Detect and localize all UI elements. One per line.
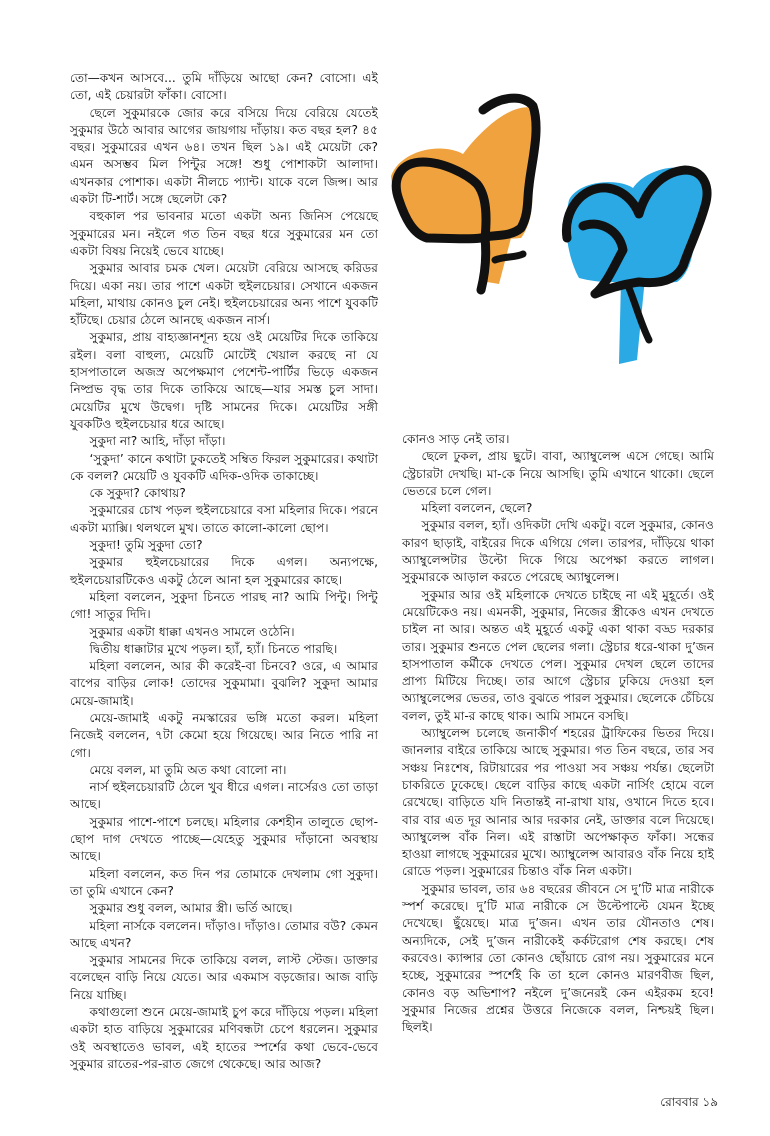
blue-figure bbox=[566, 167, 707, 364]
paragraph: সুকুদা! তুমি সুকুদা তো? bbox=[89, 538, 203, 553]
paragraph: সুকুমার একটা ধাক্কা এখনও সামলে ওঠেনি। bbox=[89, 624, 295, 639]
text-column-right bbox=[402, 431, 714, 1036]
paragraph: কে সুকুদা? কোথায়? bbox=[89, 486, 186, 501]
paragraph: ছেলে ঢুকল, প্রায় ছুটে। বাবা, অ্যাম্বুলেন্স এসে গেছে। আমি স্ট্রেচারটা দেখছি। মা-কে নিয়ে আসছি। তুমি এখানে থাকো। ছেলে ভেতরে চলে গেল। bbox=[402, 449, 714, 498]
paragraph: মহিলা বললেন, সুকুদা চিনতে পারছ না? আমি পিন্টু। পিন্টু গো! সাতুর দিদি। bbox=[70, 589, 378, 622]
paragraph: সুকুদা না? আহি, দাঁড়া দাঁড়া। bbox=[89, 434, 226, 449]
paragraph: মহিলা নার্সকে বললেন। দাঁড়াও। দাঁড়াও। তোমার বউ? কেমন আছে এখন? bbox=[70, 918, 378, 950]
paragraph: মহিলা বললেন, আর কী করেই-বা চিনবে? ওরে, এ আমার বাপের বাড়ির লোক! তোদের সুকুমামা। বুঝলি? সুকুদা আমার মেয়ে-জামাই। bbox=[70, 659, 378, 708]
paragraph: সুকুমার ভাবল, তার ৬৪ বছরের জীবনে সে দু’টি মাত্র নারীকে স্পর্শ করেছে। দু’টি মাত্র নারীকে সে উল্টেপাল্টে যেমন ইচ্ছে দেখেছে। ছুঁয়েছে। মাত্র দু’জন। এখন তার যৌনতাও শেষ। অন্যদিকে, সেই দু’জন নারীকেই কর্কটরোগ শেষ করছে। শেষ করবেও। ক্যান্সার তো কোনও ছোঁয়াচে রোগ নয়। সুকুমারের মনে হচ্ছে, সুকুমারের স্পর্শেই কি তা হলে কোনও মারণবীজ ছিল, কোনও বড় অভিশাপ? নইলে দু’জনেরই কেন এইরকম হবে! সুকুমার নিজের প্রশ্নের উত্তরে নিজেকে বলল, নিশ্চয়ই ছিল। ছিলই। bbox=[402, 881, 714, 1035]
paragraph: সুকুমার, প্রায় বাহ্যজ্ঞানশূন্য হয়ে ওই মেয়েটির দিকে তাকিয়ে রইল। বলা বাহুল্য, মেয়েটি মোটেই খেয়াল করছে না যে হাসপাতালে অজস্র অপেক্ষমাণ পেশেন্ট-পার্টির ভিড়ে একজন নিষ্প্রভ বৃদ্ধ তার দিকে তাকিয়ে আছে—যার সমস্ত চুল সাদা। মেয়েটির মুখে উদ্বেগ। দৃষ্টি সামনের দিকে। মেয়েটির সঙ্গী যুবকটিও হুইলচেয়ার ধরে আছে। bbox=[70, 330, 378, 431]
paragraph: কোনও সাড় নেই তার। bbox=[402, 432, 510, 446]
paragraph: তো—কখন আসবে... তুমি দাঁড়িয়ে আছো কেন? বোসো। এই তো, এই চেয়ারটা ফাঁকা। বোসো। bbox=[70, 71, 378, 103]
paragraph: সুকুমার আবার চমক খেল। মেয়েটা বেরিয়ে আসছে করিডর দিয়ে। একা নয়। তার পাশে একটা হুইলচেয়ার। সেখানে একজন মহিলা, মাথায় কোনও চুল নেই। হুইলচেয়ারের অন্য পাশে যুবকটি হাঁটছে। চেয়ার ঠেলে আনছে একজন নার্স। bbox=[70, 261, 378, 328]
paragraph: সুকুমারের চোখ পড়ল হুইলচেয়ারে বসা মহিলার দিকে। পরনে একটা ম্যাক্সি। থলথলে মুখ। তাতে কালো-কালো ছোপ। bbox=[70, 503, 378, 535]
paragraph: মহিলা বললেন, কত দিন পর তোমাকে দেখলাম গো সুকুদা। তা তুমি এখানে কেন? bbox=[70, 866, 378, 898]
paragraph: মেয়ে-জামাই একটু নমস্কারের ভঙ্গি মতো করল। মহিলা নিজেই বললেন, ৭টা কেমো হয়ে গিয়েছে। আর নিতে পারি না গো। bbox=[70, 710, 378, 760]
paragraph: সুকুমার আর ওই মহিলাকে দেখতে চাইছে না এই মুহূর্তে। ওই মেয়েটিকেও নয়। এমনকী, সুকুমার, নিজের স্ত্রীকেও এখন দেখতে চাইল না আর। অন্তত এই মুহূর্তে একটু একা থাকা বড্ড দরকার তার। সুকুমার শুনতে পেল ছেলের গলা। স্ট্রেচার ধরে-থাকা দু’জন হাসপাতাল কর্মীকে দেখতে পেল। সুকুমার দেখল ছেলে তাদের প্রাপ্য মিটিয়ে দিচ্ছে। তার আগে স্ট্রেচার ঢুকিয়ে দেওয়া হল অ্যাম্বুলেন্সের ভেতর, তাও বুঝতে পারল সুকুমার। ছেলেকে চেঁচিয়ে বলল, তুই মা-র কাছে থাক। আমি সামনে বসছি। bbox=[402, 587, 714, 723]
paragraph: কথাগুলো শুনে মেয়ে-জামাই চুপ করে দাঁড়িয়ে পড়ল। মহিলা একটা হাত বাড়িয়ে সুকুমারের মণিবন্ধটা চেপে ধরলেন। সুকুমার ওই অবস্থাতেও ভাবল, এই হাতের স্পর্শের কথা ভেবে-ভেবে সুকুমার রাতের-পর-রাত জেগে থেকেছে। আর আজ? bbox=[70, 1005, 378, 1071]
paragraph: অ্যাম্বুলেন্স চলেছে জনাকীর্ণ শহরের ট্রাফিকের ভিতর দিয়ে। জানলার বাইরে তাকিয়ে আছে সুকুমার। গত তিন বছরে, তার সব সঞ্চয় নিঃশেষ, রিটায়ারের পর পাওয়া সব সঞ্চয় পর্যন্ত। ছেলেটা চাকরিতে ঢুকেছে। ছেলে বাড়ির কাছে একটা নার্সিং হোমে বলে রেখেছে। বাড়িতে যদি নিতান্তই না-রাখা যায়, ওখানে দিতে হবে। বার বার এত দূর আনার আর দরকার নেই, ডাক্তার বলে দিয়েছে। অ্যাম্বুলেন্স বাঁক নিল। এই রাস্তাটা অপেক্ষাকৃত ফাঁকা। সন্ধের হাওয়া লাগছে সুকুমারের মুখে। অ্যাম্বুলেন্স আবারও বাঁক নিয়ে হাই রোডে পড়ল। সুকুমারের চিন্তাও বাঁক নিল একটা। bbox=[402, 726, 714, 879]
paragraph: ‘সুকুদা’ কানে কথাটা ঢুকতেই সম্বিত ফিরল সুকুমারের। কথাটা কে বলল? মেয়েটি ও যুবকটি এদিক-ওদিক তাকাচ্ছে। bbox=[70, 451, 378, 483]
paragraph: মহিলা বললেন, ছেলে? bbox=[421, 501, 533, 516]
paragraph: দ্বিতীয় ধাক্কাটার মুখে পড়ল। হ্যাঁ, হ্যাঁ। চিনতে পারছি। bbox=[89, 641, 338, 656]
paragraph: সুকুমার হুইলচেয়ারের দিকে এগল। অন্যপক্ষে, হুইলচেয়ারটিকেও একটু ঠেলে আনা হল সুকুমারের কাছে। bbox=[70, 555, 378, 587]
brush-illustration bbox=[383, 88, 715, 370]
page-footer: রোববার ১৯ bbox=[660, 1095, 718, 1109]
paragraph: সুকুমার বলল, হ্যাঁ। ওদিকটা দেখি একটু। বলে সুকুমার, কোনও কারণ ছাড়াই, বাইরের দিকে এগিয়ে গেল। তারপর, দাঁড়িয়ে থাকা অ্যাম্বুলেন্সটার উল্টো দিকে গিয়ে অপেক্ষা করতে লাগল। সুকুমারকে আড়াল করতে পেরেছে অ্যাম্বুলেন্স। bbox=[402, 518, 714, 585]
orange-figure bbox=[391, 98, 538, 290]
paragraph: নার্স হুইলচেয়ারটি ঠেলে খুব ধীরে এগল। নার্সেরও তো তাড়া আছে। bbox=[70, 780, 378, 812]
text-column-left bbox=[70, 70, 378, 1073]
paragraph: সুকুমার সামনের দিকে তাকিয়ে বলল, লাস্ট স্টেজ। ডাক্তার বলেছেন বাড়ি নিয়ে যেতে। আর একমাস বড়জোর। আজ বাড়ি নিয়ে যাচ্ছি। bbox=[70, 953, 378, 1002]
paragraph: মেয়ে বলল, মা তুমি অত কথা বোলো না। bbox=[89, 762, 287, 777]
paragraph: বহুকাল পর ভাবনার মতো একটা অন্য জিনিস পেয়েছে সুকুমারের মন। নইলে গত তিন বছর ধরে সুকুমারের মন তো একটা বিষয় নিয়েই ভেবে যাচ্ছে। bbox=[70, 209, 378, 258]
paragraph: ছেলে সুকুমারকে জোর করে বসিয়ে দিয়ে বেরিয়ে যেতেই সুকুমার উঠে আবার আগের জায়গায় দাঁড়ায়। কত বছর হল? ৪৫ বছর। সুকুমারের এখন ৬৪। তখন ছিল ১৯। এই মেয়েটা কে? এমন অসম্ভব মিল পিন্টুর সঙ্গে! শুধু পোশাকটা আলাদা। এখনকার পোশাক। একটা নীলচে প্যান্ট। যাকে বলে জিন্স। আর একটা টি-শার্ট। সঙ্গে ছেলেটা কে? bbox=[70, 105, 378, 207]
paragraph: সুকুমার শুধু বলল, আমার স্ত্রী। ভর্তি আছে। bbox=[89, 901, 293, 916]
paragraph: সুকুমার পাশে-পাশে চলছে। মহিলার কেশহীন তালুতে ছোপ-ছোপ দাগ দেখতে পাচ্ছে—যেহেতু সুকুমার দাঁড়ানো অবস্থায় আছে। bbox=[70, 814, 378, 864]
